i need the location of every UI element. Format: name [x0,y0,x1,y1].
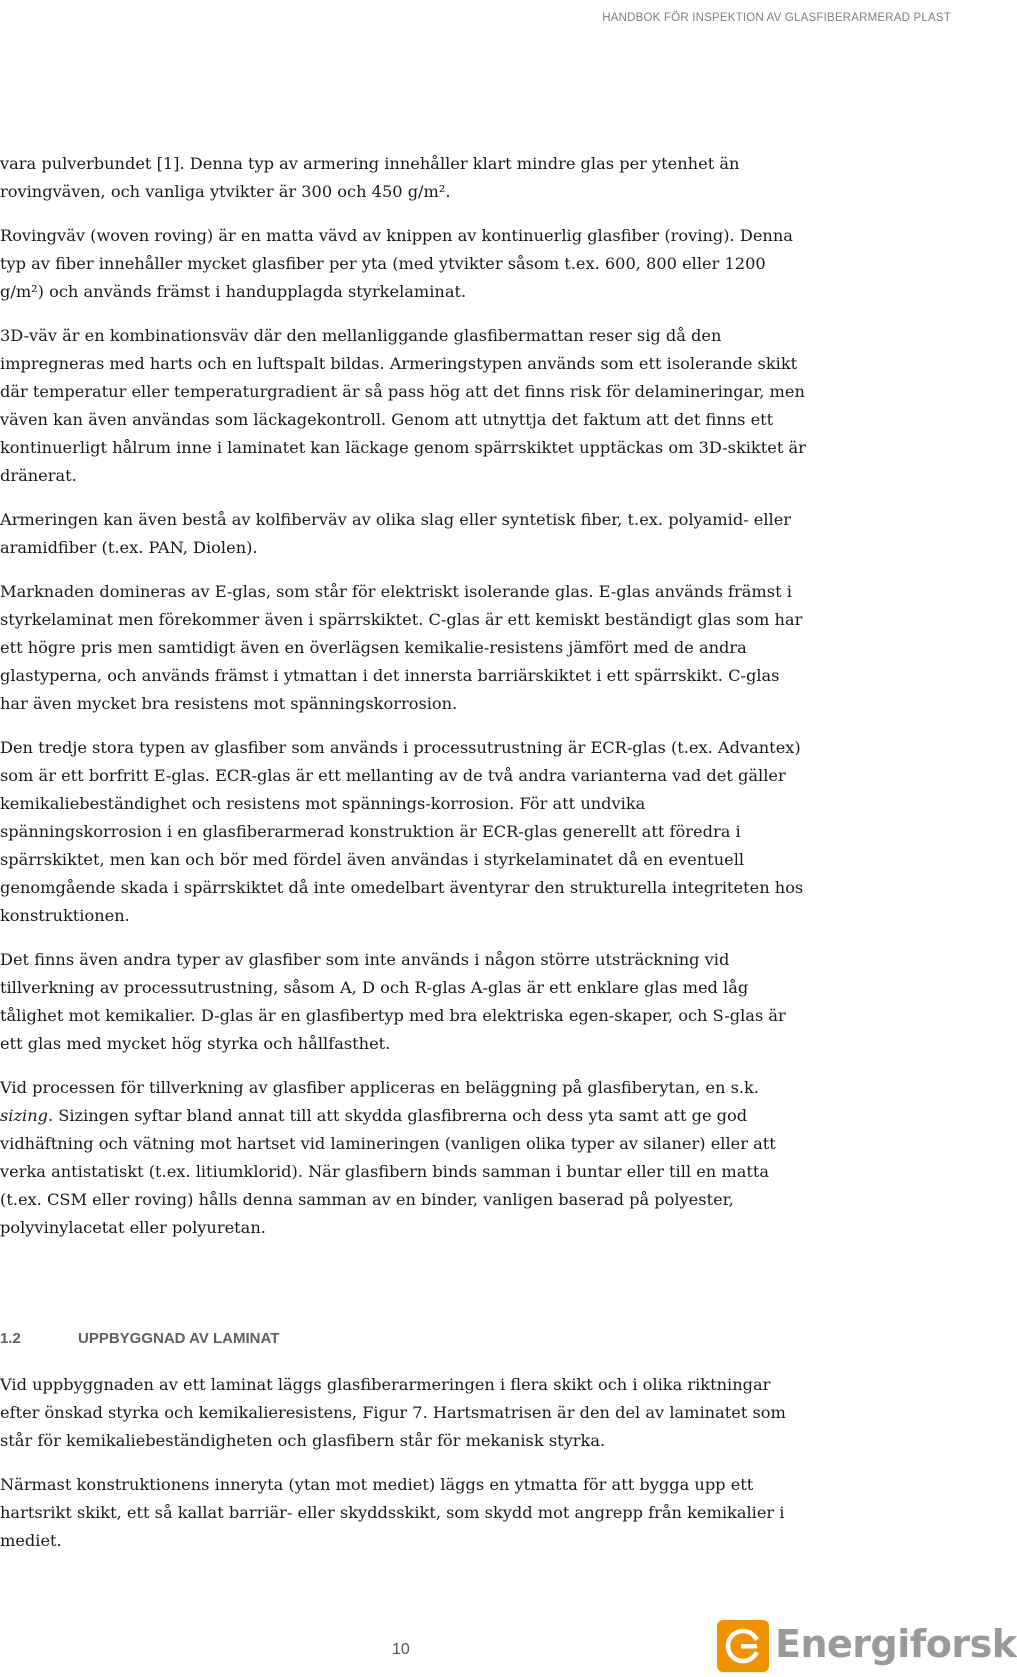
energiforsk-logo [717,1620,1017,1672]
paragraph: Den tredje stora typen av glasfiber som används i processutrustning är ECR-glas (t.ex. Advantex) som är ett borfritt E-glas. ECR-glas är ett mellanting av de två andra varianterna vad det gäller kemikaliebeständighet och resistens mot spännings-korrosion. För att undvika spänningskorrosion i en glasfiberarmerad konstruktion är ECR-glas generellt att föredra i spärrskiktet, men kan och bör med fördel även användas i styrkelaminatet då en eventuell genomgående skada i spärrskiktet då inte omedelbart äventyrar den strukturella integriteten hos konstruktionen. [0,738,804,925]
paragraph: Närmast konstruktionens inneryta (ytan mot mediet) läggs en ytmatta för att bygga upp ett hartsrikt skikt, ett så kallat barriär- eller skyddsskikt, som skydd mot angrepp från kemikalier i mediet. [0,1475,785,1550]
italic-term: sizing [0,1106,48,1125]
paragraph: Vid uppbyggnaden av ett laminat läggs glasfiberarmeringen i flera skikt och i olika riktningar efter önskad styrka och kemikalieresistens, Figur 7. Hartsmatrisen är den del av laminatet som står för kemikaliebeständigheten och glasfibern står för mekanisk styrka. [0,1375,786,1450]
paragraph-text: Vid processen för tillverkning av glasfiber appliceras en beläggning på glasfiberytan, en s.k. [0,1078,759,1097]
section-heading [0,1330,279,1347]
running-header: HANDBOK FÖR INSPEKTION AV GLASFIBERARMERAD PLAST [602,12,951,24]
paragraph-text: . Sizingen syftar bland annat till att skydda glasfibrerna och dess yta samt att ge god vidhäftning och vätning mot hartset vid lamineringen (vanligen olika typer av silaner) eller att verka antistatiskt (t.ex. litiumklorid). När glasfibern binds samman i buntar eller till en matta (t.ex. CSM eller roving) hålls denna samman av en binder, vanligen baserad på polyester, polyvinylacetat eller polyuretan. [0,1106,776,1237]
logo-text: Energiforsk [775,1622,1017,1666]
paragraph: Marknaden domineras av E-glas, som står för elektriskt isolerande glas. E-glas används främst i styrkelaminat men förekommer även i spärrskiktet. C-glas är ett kemiskt beständigt glas som har ett högre pris men samtidigt även en överlägsen kemikalie-resistens jämfört med de andra glastyperna, och används främst i ytmattan i det innersta barriärskiktet i ett spärrskikt. C-glas har även mycket bra resistens mot spänningskorrosion. [0,582,803,713]
section-text [0,1371,806,1571]
paragraph: 3D-väv är en kombinationsväv där den mellanliggande glasfibermattan reser sig då den impregneras med harts och en luftspalt bildas. Armeringstypen används som ett isolerande skikt där temperatur eller temperaturgradient är så pass hög att det finns risk för delamineringar, men väven kan även användas som läckagekontroll. Genom att utnyttja det faktum att det finns ett kontinuerligt hålrum inne i laminatet kan läckage genom spärrskiktet upptäckas om 3D-skiktet är dränerat. [0,326,806,485]
section-number: 1.2 [0,1330,21,1347]
paragraph: Armeringen kan även bestå av kolfiberväv av olika slag eller syntetisk fiber, t.ex. polyamid- eller aramidfiber (t.ex. PAN, Diolen). [0,510,792,557]
paragraph: vara pulverbundet [1]. Denna typ av armering innehåller klart mindre glas per ytenhet än rovingväven, och vanliga ytvikter är 300 och 450 g/m². [0,154,740,201]
logo-icon-bar [741,1644,757,1649]
page-number: 10 [392,1641,410,1658]
energiforsk-logo-icon [717,1620,769,1672]
paragraph-sizing [0,1074,806,1242]
section-title: UPPBYGGNAD AV LAMINAT [78,1330,280,1347]
paragraph: Det finns även andra typer av glasfiber som inte används i någon större utsträckning vid tillverkning av processutrustning, såsom A, D och R-glas A-glas är ett enklare glas med låg tålighet mot kemikalier. D-glas är en glasfibertyp med bra elektriska egen-skaper, och S-glas är ett glas med mycket hög styrka och hållfasthet. [0,950,786,1053]
paragraph: Rovingväv (woven roving) är en matta vävd av knippen av kontinuerlig glasfiber (roving). Denna typ av fiber innehåller mycket glasfiber per yta (med ytvikter såsom t.ex. 600, 800 eller 1200 g/m²) och används främst i handupplagda styrkelaminat. [0,226,793,301]
body-text [0,150,806,1258]
